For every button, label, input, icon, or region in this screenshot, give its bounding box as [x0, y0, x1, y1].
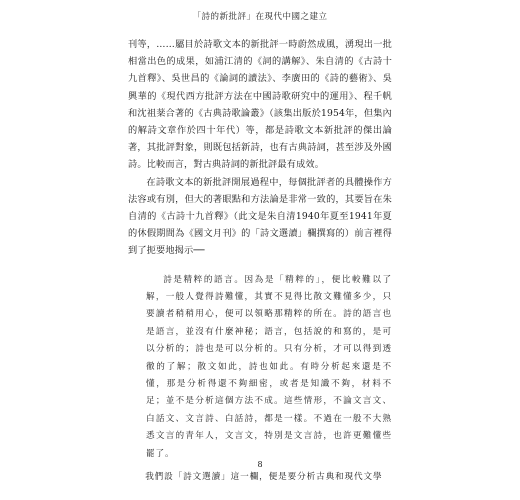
block-quote [146, 272, 392, 463]
running-head: 「詩的新批評」在現代中國之建立 [192, 12, 328, 22]
block-quote-text: 詩是精粹的語言。因為是「精粹的」，便比較難以了解，一般人覺得詩難懂，其實不見得比散文難懂多少，只要讀者稍稍用心，便可以領略那精粹的所在。詩的語言也是語言，並沒有什麼神秘；語言，包括說的和寫的，是可以分析的；詩也是可以分析的。只有分析，才可以得到透徹的了解；散文如此，詩也如此。有時分析起來還是不懂，那是分析得還不夠細密，或者是知識不夠，材料不足；並不是分析這個方法不成。這些情形，不論文言文、白話文、文言詩、白話詩，都是一樣。不過在一般不大熟悉文言的青年人，文言文，特別是文言詩，也許更難懂些罷了。 [146, 274, 392, 459]
body-text [128, 36, 392, 486]
paragraph-3: 我們設「詩文選讀」這一欄，便是要分析古典和現代文學 [145, 472, 383, 483]
paragraph-1: 刊等，……屬目於詩歌文本的新批評一時蔚然成風，湧現出一批相當出色的成果，如浦江清的《詞的講解》、朱自清的《古詩十九首釋》、吳世昌的《論詞的讀法》、李廣田的《詩的藝術》、吳興華的《現代西方批評方法在中國詩歌研究中的運用》、程千帆和沈祖棻合著的《古典詩歌論叢》（該集出版於1954年，但集內的解詩文章作於四十年代）等，都是詩歌文本新批評的傑出論著，其批評對象，則既包括新詩，也有古典詩詞，甚至涉及外國詩。比較而言，對古典詩詞的新批評最有成效。 [128, 39, 392, 171]
page-number: 8 [257, 460, 263, 469]
paragraph-2: 在詩歌文本的新批評開展過程中，每個批評者的具體操作方法容或有別，但大的著眼點和方法論是非常一致的，其要旨在朱自清的《古詩十九首釋》（此文是朱自清1940年夏至1941年夏的休假期間為《國文月刊》的「詩文選讀」欄撰寫的）前言裡得到了扼要地揭示── [128, 176, 392, 257]
